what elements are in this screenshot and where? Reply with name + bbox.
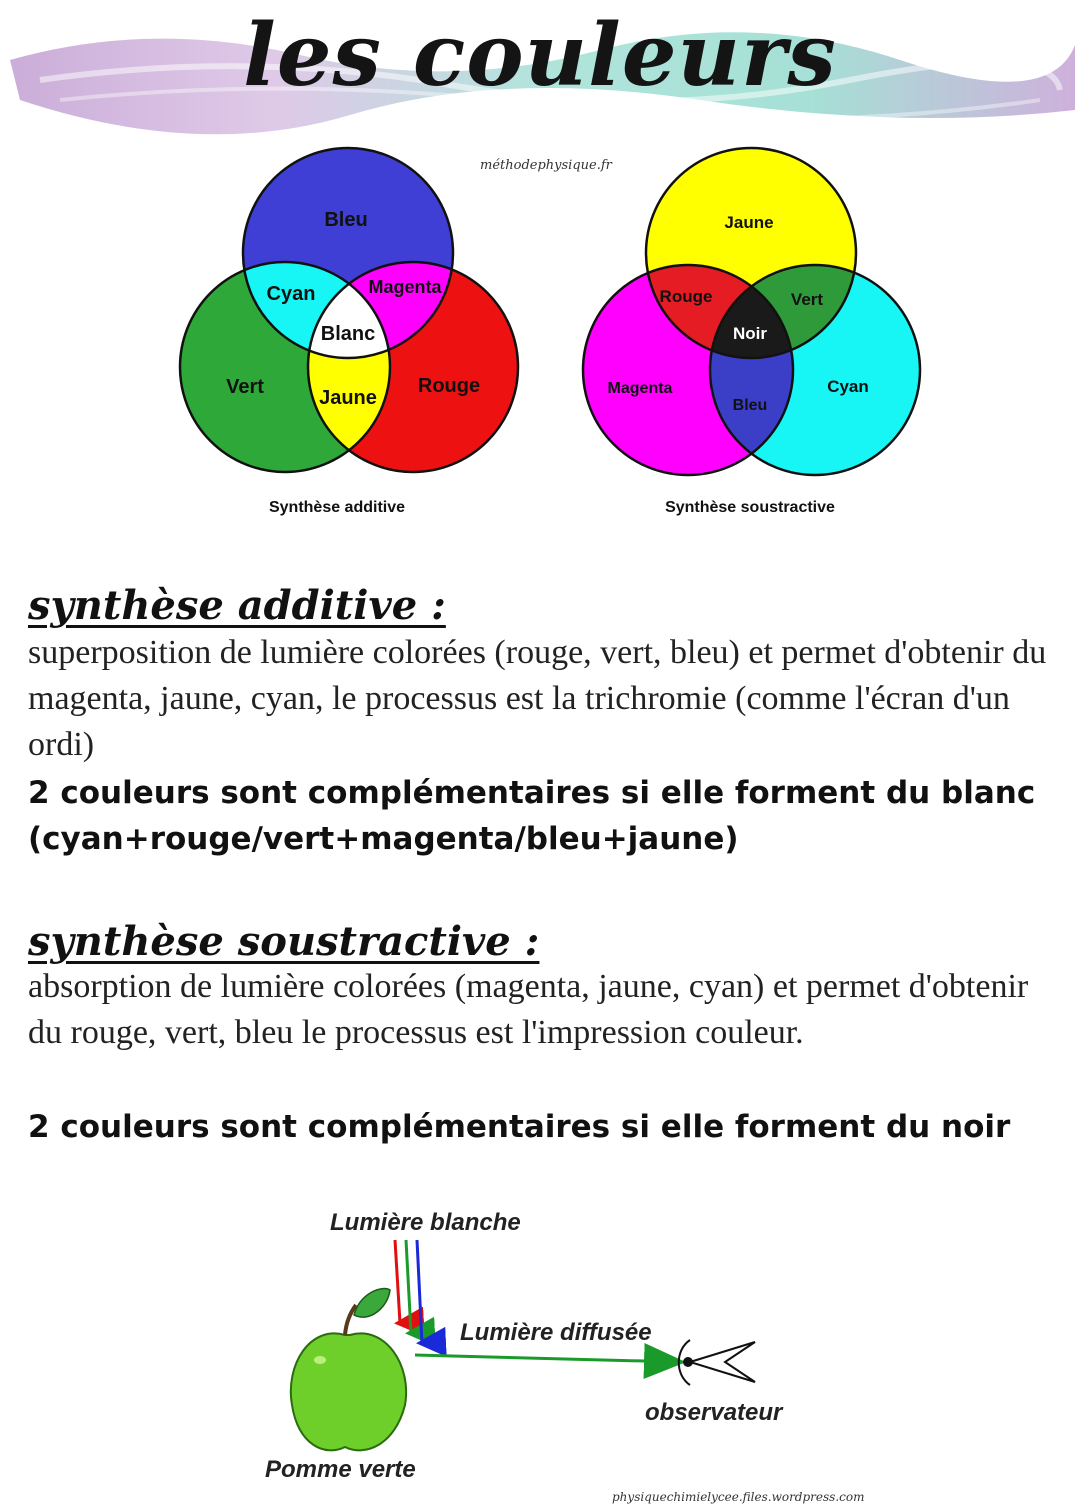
subtractive-label-magenta: Magenta	[607, 380, 673, 397]
subtractive-label-vert: Vert	[790, 290, 824, 309]
green-light-ray	[406, 1240, 411, 1333]
subtractive-paragraph: absorption de lumière colorées (magenta, jaune, cyan) et permet d'obtenir du rouge, vert, bleu le processus est l'impression couleur.	[28, 968, 1029, 1051]
additive-label-rouge: Rouge	[417, 375, 481, 397]
white-light-label: Lumière blanche	[330, 1209, 521, 1236]
subtractive-label-rouge: Rouge	[659, 287, 713, 306]
source-credit-bottom: physiquechimielycee.files.wordpress.com	[612, 1490, 865, 1504]
page-title: les couleurs	[243, 5, 837, 106]
source-credit-top: méthodephysique.fr	[480, 158, 612, 173]
subtractive-caption: Synthèse soustractive	[665, 499, 835, 516]
apple-light-diagram	[250, 1195, 850, 1495]
additive-caption: Synthèse additive	[268, 499, 406, 516]
diffused-light-ray	[415, 1355, 680, 1362]
subtractive-heading: synthèse soustractive :	[28, 918, 540, 965]
venn-additive	[180, 148, 518, 516]
observer-label: observateur	[645, 1399, 783, 1426]
red-light-ray	[395, 1240, 400, 1323]
additive-label-bleu: Bleu	[324, 209, 368, 231]
subtractive-label-noir: Noir	[733, 324, 767, 343]
subtractive-label-bleu: Bleu	[732, 397, 768, 414]
eye-icon	[679, 1340, 755, 1385]
additive-heading: synthèse additive :	[28, 582, 446, 629]
additive-label-vert: Vert	[226, 376, 264, 398]
apple-label: Pomme verte	[265, 1456, 416, 1483]
additive-paragraph: superposition de lumière colorées (rouge, vert, bleu) et permet d'obtenir du magenta, jaune, cyan, le processus est la trichromie (comme l'écran d'un ordi)	[28, 634, 1047, 763]
venn-diagrams	[0, 140, 1080, 540]
subtractive-label-jaune: Jaune	[724, 213, 774, 232]
additive-label-magenta: Magenta	[368, 277, 442, 297]
diffused-light-label: Lumière diffusée	[460, 1319, 652, 1346]
venn-subtractive	[583, 148, 920, 516]
blue-light-ray	[417, 1240, 422, 1343]
additive-label-jaune: Jaune	[319, 387, 377, 409]
subtractive-rule: 2 couleurs sont complémentaires si elle forment du noir	[28, 1109, 1011, 1145]
additive-label-blanc: Blanc	[320, 323, 376, 345]
additive-label-cyan: Cyan	[266, 283, 316, 305]
additive-rule: 2 couleurs sont complémentaires si elle forment du blanc (cyan+rouge/vert+magenta/bleu+jaune)	[28, 775, 1036, 857]
apple-icon	[291, 1289, 406, 1451]
subtractive-label-cyan: Cyan	[827, 377, 869, 396]
